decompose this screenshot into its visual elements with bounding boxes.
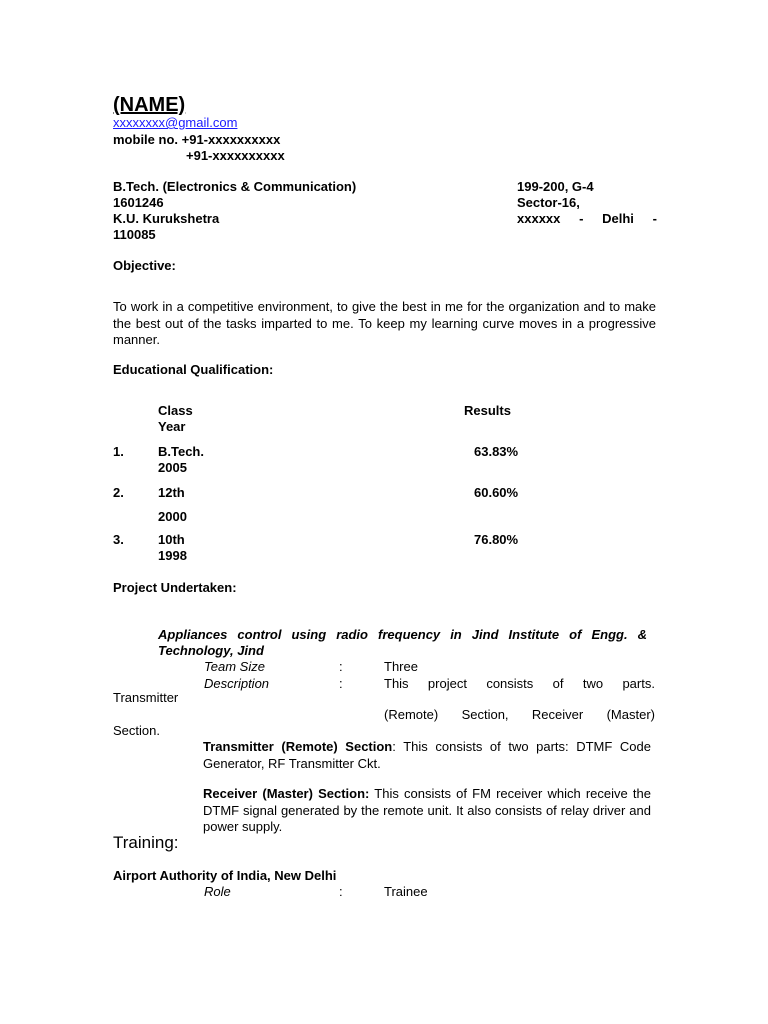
team-size-colon: : [339,659,343,674]
team-size-value: Three [384,659,418,674]
description-line-2: Transmitter [113,690,179,705]
transmitter-text: : This consists of two parts: DTMF Code Generator, RF Transmitter Ckt. [203,739,651,771]
edu-row-1-class: B.Tech. [158,444,204,459]
desc-word: two [582,676,604,691]
role-value: Trainee [384,884,428,899]
receiver-text: This consists of FM receiver which receive the DTMF signal generated by the remote unit. It also consists of relay driver and power supply. [203,786,651,834]
desc-word: of [552,676,564,691]
edu-row-3-num: 3. [113,532,124,547]
desc-word: project [427,676,467,691]
email-link[interactable]: xxxxxxxx@gmail.com [113,115,238,130]
role-label: Role [204,884,231,899]
edu-row-2-class: 12th [158,485,185,500]
edu-row-2-num: 2. [113,485,124,500]
edu-row-1-num: 1. [113,444,124,459]
col-results-header: Results [464,403,511,418]
project-title-line-2: Technology, Jind [158,643,264,658]
team-size-label: Team Size [204,659,265,674]
project-title-text-1: Appliances control using radio frequency in Jind Institute of Engg. & [158,627,647,642]
edu-row-1-year: 2005 [158,460,187,475]
training-organization: Airport Authority of India, New Delhi [113,868,337,883]
edu-row-2-result: 60.60% [474,485,519,500]
objective-heading: Objective: [113,258,176,273]
edu-row-2-year: 2000 [158,509,187,524]
description-line-4: Section. [113,723,160,738]
col-year-header: Year [158,419,186,434]
mobile-line [113,132,280,148]
edu-row-3-year: 1998 [158,548,187,563]
address-part-a: xxxxxx [517,211,561,226]
degree: B.Tech. (Electronics & Communication) [113,179,357,194]
role-colon: : [339,884,343,899]
description-colon: : [339,676,343,691]
desc-word: parts. [622,676,655,691]
objective-text: To work in a competitive environment, to give the best in me for the organization and to make the best out of the tasks imparted to me. To keep my learning curve moves in a progressive manner. [113,299,656,347]
edu-row-3-result: 76.80% [474,532,519,547]
mobile-number-1: +91-xxxxxxxxxx [181,132,281,147]
address-line-2: Sector-16, [517,195,580,210]
desc-word: consists [486,676,534,691]
desc-word: Receiver [531,707,584,722]
address-line-3 [517,211,657,227]
candidate-name: (NAME) [113,94,186,116]
mobile-number-2: +91-xxxxxxxxxx [186,148,285,163]
transmitter-section [203,739,651,772]
university: K.U. Kurukshetra [113,211,220,226]
description-line-3 [384,707,655,723]
col-class-header: Class [158,403,193,418]
address-part-d: - [652,211,657,226]
transmitter-label: Transmitter (Remote) Section [203,739,393,754]
desc-word: This [384,676,409,691]
edu-row-1-result: 63.83% [474,444,519,459]
project-heading: Project Undertaken: [113,580,237,595]
edu-row-3-class: 10th [158,532,185,547]
desc-word: (Master) [606,707,655,722]
address-part-b: - [579,211,584,226]
project-title-line-1 [158,627,647,643]
desc-word: Section, [461,707,509,722]
address-part-c: Delhi [602,211,634,226]
description-line-1 [384,676,655,692]
description-label: Description [204,676,270,691]
roll-number: 1601246 [113,195,164,210]
pincode: 110085 [113,227,156,242]
receiver-section [203,786,651,836]
training-heading: Training: [113,833,179,852]
address-line-1: 199-200, G-4 [517,179,594,194]
education-heading: Educational Qualification: [113,362,274,377]
mobile-label: mobile no. [113,132,178,147]
desc-word: (Remote) [384,707,439,722]
receiver-label: Receiver (Master) Section: [203,786,370,801]
